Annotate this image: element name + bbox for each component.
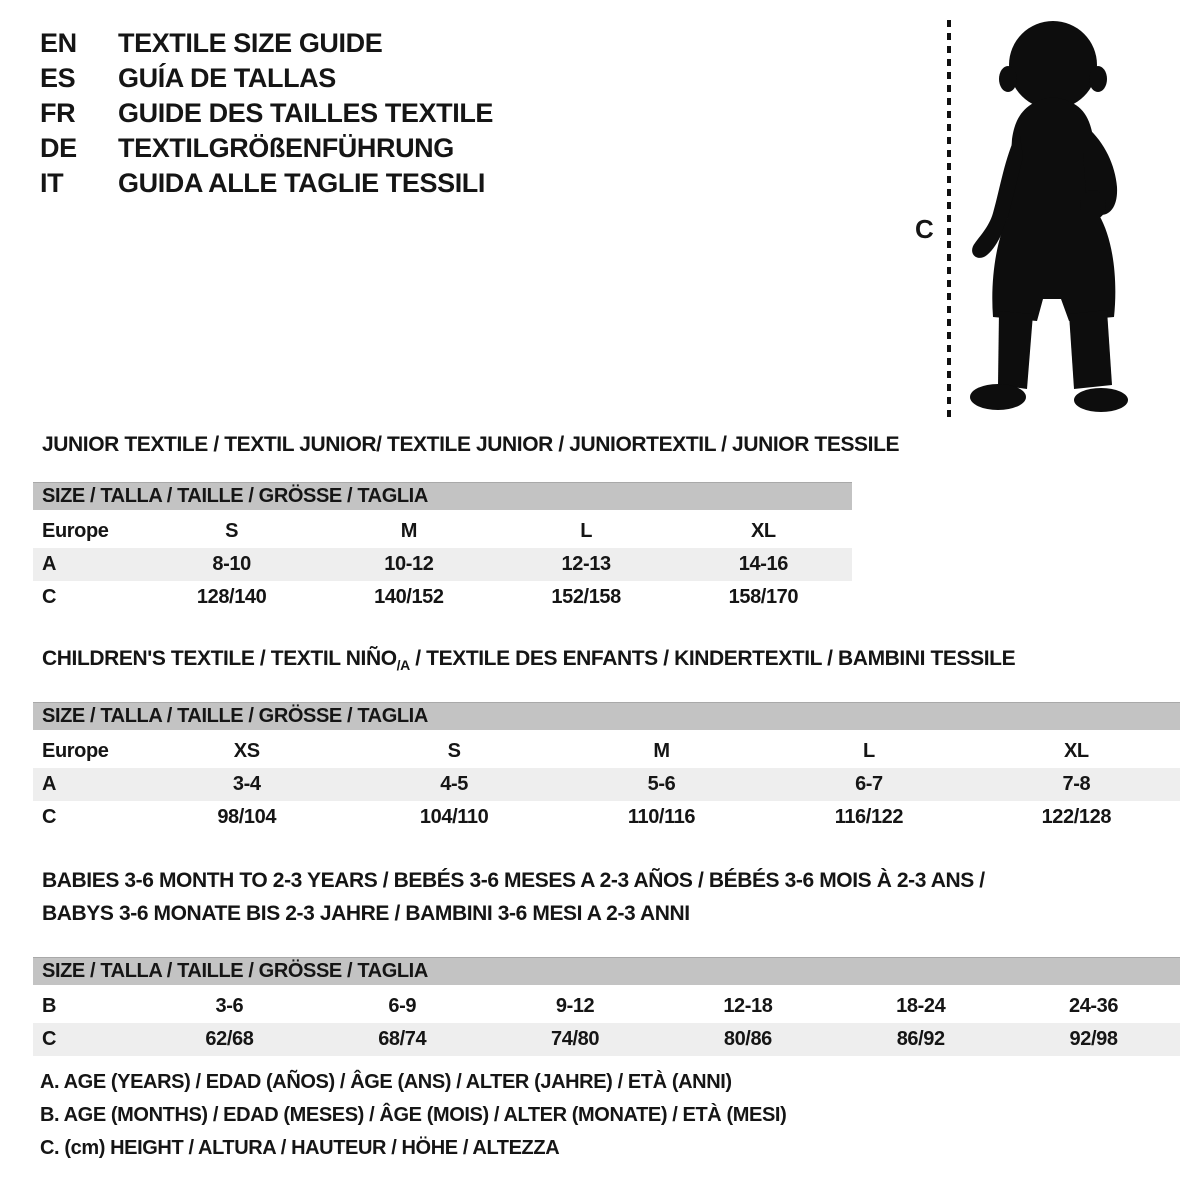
toddler-silhouette-icon	[965, 17, 1137, 417]
age-value: 3-4	[232, 773, 261, 796]
months-value: 18-24	[896, 995, 946, 1018]
table-row-europe	[33, 735, 1180, 768]
row-label: C	[42, 1028, 57, 1051]
age-value: 7-8	[1062, 773, 1091, 796]
months-value: 3-6	[215, 995, 244, 1018]
height-value: 86/92	[896, 1028, 945, 1051]
lang-code: IT	[40, 168, 64, 198]
table-row-age	[33, 768, 1180, 801]
lang-row-de	[40, 131, 493, 166]
size-header-bar: SIZE / TALLA / TAILLE / GRÖSSE / TAGLIA	[33, 957, 1180, 985]
language-title-list	[40, 26, 493, 201]
row-label: Europe	[42, 740, 109, 763]
height-value: 68/74	[378, 1028, 427, 1051]
lang-code: ES	[40, 63, 76, 93]
guide-title-it: GUIDA ALLE TAGLIE TESSILI	[118, 168, 485, 198]
lang-row-it	[40, 166, 493, 201]
height-value: 158/170	[728, 586, 799, 608]
height-value: 80/86	[723, 1028, 772, 1051]
height-value: 104/110	[419, 806, 489, 829]
junior-size-table	[33, 482, 852, 614]
size-value: M	[653, 740, 670, 763]
size-value: L	[863, 740, 875, 763]
lang-code: EN	[40, 28, 77, 58]
height-value: 110/116	[627, 806, 696, 829]
title-part: / TEXTILE DES ENFANTS / KINDERTEXTIL / BAMBINI TESSILE	[409, 647, 1016, 670]
row-label: A	[42, 773, 57, 796]
size-header-bar: SIZE / TALLA / TAILLE / GRÖSSE / TAGLIA	[33, 702, 1180, 730]
footnote-age-months: B. AGE (MONTHS) / EDAD (MESES) / ÂGE (MOIS) / ALTER (MONATE) / ETÀ (MESI)	[40, 1104, 787, 1126]
section-children-textile	[33, 647, 1180, 834]
row-label: A	[42, 553, 57, 575]
size-sections	[33, 433, 1180, 1056]
section-title-babies-line1: BABIES 3-6 MONTH TO 2-3 YEARS / BEBÉS 3-6 MESES A 2-3 AÑOS / BÉBÉS 3-6 MOIS À 2-3 ANS /	[42, 869, 985, 893]
measure-c-label: C	[915, 214, 934, 244]
row-label: C	[42, 806, 57, 829]
guide-title-en: TEXTILE SIZE GUIDE	[118, 28, 383, 58]
legend-footnotes	[40, 1066, 786, 1165]
size-value: XL	[750, 520, 776, 542]
guide-title-fr: GUIDE DES TAILLES TEXTILE	[118, 98, 494, 128]
age-value: 4-5	[440, 773, 468, 796]
table-row-height	[33, 581, 852, 614]
size-value: S	[225, 520, 239, 542]
height-value: 128/140	[196, 586, 267, 608]
size-value: L	[580, 520, 593, 542]
guide-title-de: TEXTILGRÖßENFÜHRUNG	[118, 133, 454, 163]
section-title-children	[33, 647, 1180, 677]
row-label: C	[42, 586, 57, 608]
row-label: B	[42, 995, 57, 1018]
height-value: 62/68	[205, 1028, 254, 1051]
guide-title-es: GUÍA DE TALLAS	[118, 63, 336, 93]
title-subscript: /A	[396, 657, 410, 674]
height-value: 122/128	[1041, 806, 1112, 829]
table-row-height	[33, 801, 1180, 834]
months-value: 6-9	[388, 995, 417, 1018]
size-value: XS	[233, 740, 260, 763]
section-title-babies-line2: BABYS 3-6 MONATE BIS 2-3 JAHRE / BAMBINI 3-6 MESI A 2-3 ANNI	[42, 902, 690, 926]
section-babies-textile	[33, 864, 1180, 1056]
height-value: 98/104	[217, 806, 277, 829]
height-value: 74/80	[551, 1028, 600, 1051]
section-junior-textile	[33, 433, 1180, 614]
section-title-junior: JUNIOR TEXTILE / TEXTIL JUNIOR/ TEXTILE JUNIOR / JUNIORTEXTIL / JUNIOR TESSILE	[42, 433, 900, 456]
footnote-age-years: A. AGE (YEARS) / EDAD (AÑOS) / ÂGE (ANS) / ALTER (JAHRE) / ETÀ (ANNI)	[40, 1071, 732, 1093]
title-part: CHILDREN'S TEXTILE / TEXTIL NIÑO	[42, 647, 397, 670]
height-value: 152/158	[551, 586, 621, 608]
table-row-height	[33, 1023, 1180, 1056]
age-value: 5-6	[647, 773, 676, 796]
age-value: 10-12	[384, 553, 434, 575]
children-size-table	[33, 702, 1180, 834]
age-value: 6-7	[855, 773, 883, 796]
age-value: 12-13	[561, 553, 611, 575]
height-value: 92/98	[1069, 1028, 1118, 1051]
table-row-europe	[33, 515, 852, 548]
table-row-age	[33, 548, 852, 581]
months-value: 24-36	[1068, 995, 1119, 1018]
size-value: M	[400, 520, 417, 542]
size-value: S	[447, 740, 461, 763]
age-value: 14-16	[738, 553, 788, 575]
lang-code: DE	[40, 133, 77, 163]
size-value: XL	[1063, 740, 1089, 763]
babies-size-table	[33, 957, 1180, 1056]
height-value: 116/122	[834, 806, 904, 829]
row-label: Europe	[42, 520, 109, 542]
size-header-bar: SIZE / TALLA / TAILLE / GRÖSSE / TAGLIA	[33, 482, 852, 510]
height-dashed-line	[947, 20, 951, 418]
height-measure-figure	[895, 12, 1160, 424]
lang-row-en	[40, 26, 493, 61]
height-value: 140/152	[374, 586, 444, 608]
lang-code: FR	[40, 98, 76, 128]
lang-row-es	[40, 61, 493, 96]
age-value: 8-10	[212, 553, 251, 575]
footnote-height-cm: C. (cm) HEIGHT / ALTURA / HAUTEUR / HÖHE / ALTEZZA	[40, 1137, 560, 1159]
months-value: 9-12	[555, 995, 595, 1018]
lang-row-fr	[40, 96, 493, 131]
table-row-months	[33, 990, 1180, 1023]
months-value: 12-18	[723, 995, 773, 1018]
